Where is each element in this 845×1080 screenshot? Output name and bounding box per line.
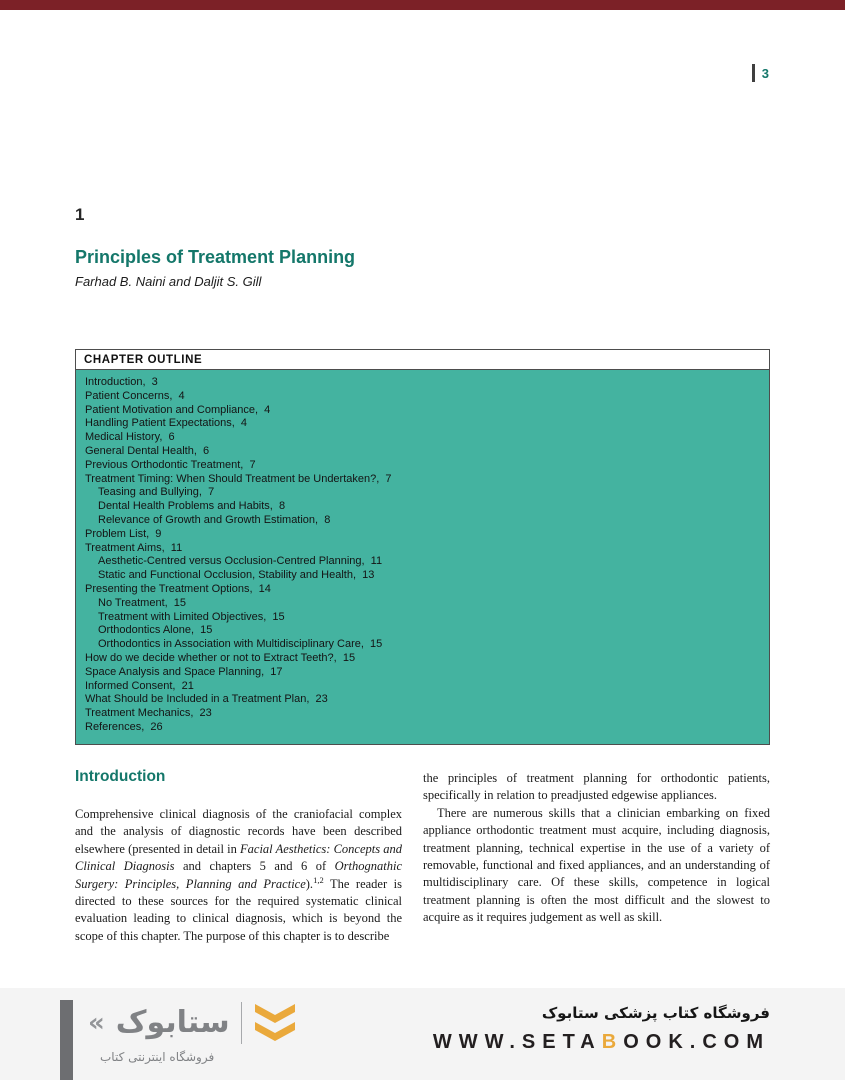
outline-item: Treatment Timing: When Should Treatment be Undertaken?, 7 — [85, 472, 392, 485]
page-number-text: 3 — [761, 65, 769, 81]
page-number — [752, 64, 769, 82]
outline-item: Aesthetic-Centred versus Occlusion-Centred Planning, 11 — [98, 555, 383, 568]
setabook-logo — [88, 1002, 297, 1044]
outline-item: Patient Motivation and Compliance, 4 — [85, 403, 271, 416]
chapter-number: 1 — [75, 205, 85, 224]
outline-item: Teasing and Bullying, 7 — [98, 486, 215, 499]
outline-item: Patient Concerns, 4 — [85, 389, 185, 402]
chapter-authors: Farhad B. Naini and Daljit S. Gill — [75, 274, 262, 289]
store-title: فروشگاه کتاب پزشکی ستابوک — [541, 1004, 770, 1022]
gold-double-chevron-icon — [253, 1004, 297, 1042]
logo-chevron-mark: « — [88, 1008, 105, 1038]
outline-item: How do we decide whether or not to Extract Teeth?, 15 — [85, 651, 356, 664]
intro-paragraph-right-2: There are numerous skills that a clinician embarking on fixed appliance orthodontic treatment must acquire, including diagnosis, treatment planning, technical expertise in the use of a variety of removable, functional and fixed appliances, and an understanding of multidisciplinary care. Of these skills, competence in logical treatment planning is often the most difficult and the slowest to acquire as it requires judgement as well as skill. — [423, 805, 770, 925]
outline-item: Previous Orthodontic Treatment, 7 — [85, 458, 256, 471]
outline-item: Orthodontics in Association with Multidisciplinary Care, 15 — [98, 638, 383, 651]
outline-item: Informed Consent, 21 — [85, 679, 194, 692]
top-accent-bar — [0, 0, 845, 10]
intro-paragraph-left: Comprehensive clinical diagnosis of the craniofacial complex and the analysis of diagnostic records have been described elsewhere (presented in detail in Facial Aesthetics: Concepts and Clinical Diagnosis and chapters 5 and 6 of Orthognathic Surgery: Principles, Planning and Practice).$^{1,2}$ The reader is directed to these sources for the required systematic clinical evaluation leading to clinical diagnosis, which is beyond the scope of this chapter. The purpose of this chapter is to describe — [75, 807, 402, 943]
logo-text: ستابوک — [115, 1005, 230, 1040]
outline-item: Presenting the Treatment Options, 14 — [85, 582, 271, 595]
outline-item: Dental Health Problems and Habits, 8 — [98, 500, 286, 513]
outline-item: General Dental Health, 6 — [85, 444, 210, 457]
footer-watermark-band — [0, 988, 845, 1080]
outline-item: Treatment Aims, 11 — [85, 541, 183, 554]
logo-subtitle: فروشگاه اینترنتی کتاب — [100, 1050, 215, 1064]
outline-item: Medical History, 6 — [85, 431, 175, 444]
logo-divider — [241, 1002, 242, 1044]
outline-item: Relevance of Growth and Growth Estimation, 8 — [98, 513, 331, 526]
outline-item: What Should be Included in a Treatment Plan, 23 — [85, 693, 328, 706]
chapter-outline-heading: CHAPTER OUTLINE — [76, 350, 769, 369]
outline-item: Treatment with Limited Objectives, 15 — [98, 610, 285, 623]
chapter-title: Principles of Treatment Planning — [75, 247, 356, 267]
outline-item: Orthodontics Alone, 15 — [98, 624, 213, 637]
outline-item: Treatment Mechanics, 23 — [85, 707, 212, 720]
outline-item: No Treatment, 15 — [98, 596, 187, 609]
outline-item: Static and Functional Occlusion, Stability and Health, 13 — [98, 569, 375, 582]
outline-item: References, 26 — [85, 720, 163, 733]
outline-item: Introduction, 3 — [85, 376, 158, 388]
chapter-outline-box — [75, 349, 770, 745]
left-column — [75, 806, 402, 945]
website-url: WWW.SETABOOK.COM — [432, 1031, 770, 1053]
right-column — [423, 770, 770, 927]
outline-list — [76, 369, 769, 744]
page-number-rule — [752, 64, 755, 82]
outline-item: Problem List, 9 — [85, 527, 162, 540]
footer-right-block — [433, 1004, 770, 1054]
outline-item: Handling Patient Expectations, 4 — [85, 417, 248, 430]
outline-item: Space Analysis and Space Planning, 17 — [85, 665, 283, 678]
introduction-heading: Introduction — [75, 768, 166, 785]
intro-paragraph-right-1: the principles of treatment planning for orthodontic patients, specifically in relation to preadjusted edgewise appliances. — [423, 771, 770, 803]
footer-left-gray-bar — [60, 1000, 73, 1080]
